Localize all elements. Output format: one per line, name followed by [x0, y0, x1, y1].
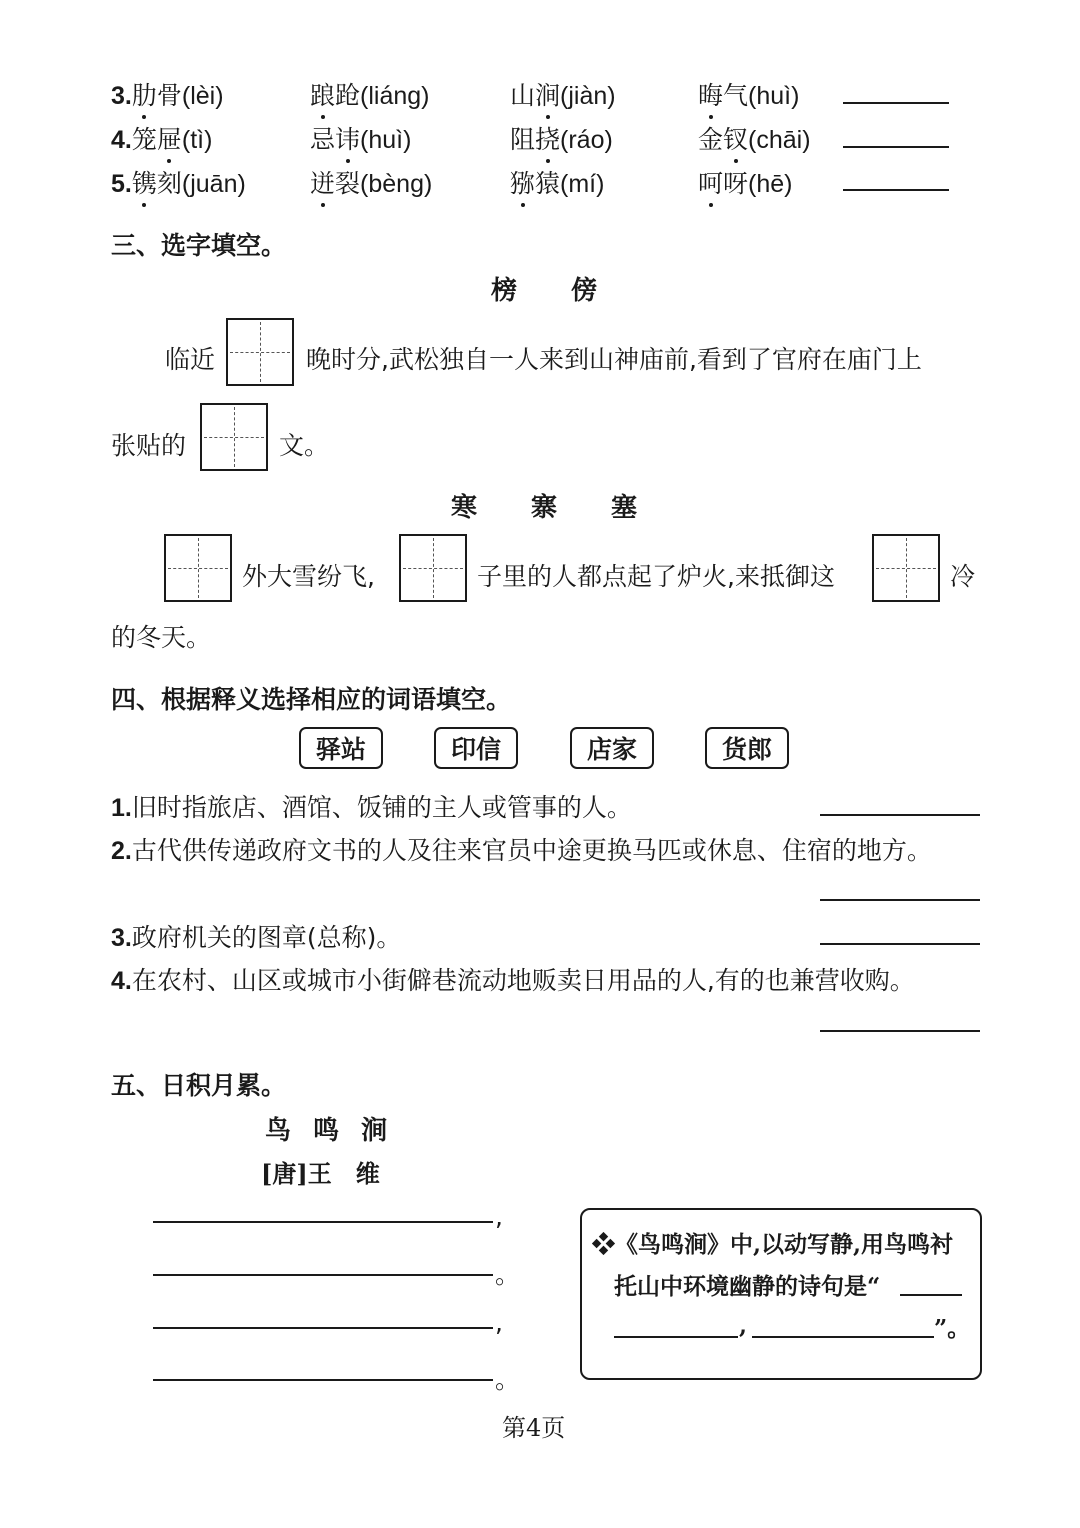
section-4-heading: 四、根据释义选择相应的词语填空。	[111, 685, 512, 714]
tip-text: 托山中环境幽静的诗句是“	[614, 1273, 881, 1300]
poem-author: [唐]王 维	[261, 1159, 380, 1188]
poem-line-blank[interactable]	[153, 1379, 493, 1381]
dotted-char: 踉	[310, 76, 335, 112]
dotted-char: 讳	[335, 120, 360, 156]
definition-item: 3.政府机关的图章(总称)。	[111, 923, 402, 952]
punctuation: 。	[495, 1260, 521, 1289]
fill-text: 文。	[279, 431, 330, 460]
page-number: 第4页	[502, 1414, 566, 1442]
choice-char: 寨	[531, 493, 558, 523]
choice-char: 傍	[571, 276, 598, 306]
pinyin-item: 忌讳(huì)	[310, 120, 411, 156]
definition-item: 4.在农村、山区或城市小街僻巷流动地贩卖日用品的人,有的也兼营收购。	[111, 966, 915, 995]
pinyin-row-3: 3.肋骨(lèi)	[111, 76, 224, 112]
char-grid-box[interactable]	[200, 403, 268, 471]
pinyin-item: 踉跄(liáng)	[310, 76, 430, 112]
section-3-heading: 三、选字填空。	[111, 231, 287, 260]
pinyin-item: 晦气(huì)	[698, 76, 799, 112]
pinyin-row-5: 5.镌刻(juān)	[111, 164, 246, 200]
pinyin-item: 迸裂(bèng)	[310, 164, 432, 200]
answer-blank[interactable]	[820, 899, 980, 901]
punctuation: ,	[739, 1312, 748, 1339]
punctuation: 。	[495, 1365, 521, 1394]
dotted-char: 镌	[132, 164, 157, 200]
section-5-heading: 五、日积月累。	[111, 1071, 287, 1100]
fill-text: 临近	[165, 345, 216, 374]
answer-blank[interactable]	[820, 814, 980, 816]
choice-char: 榜	[491, 276, 518, 306]
fill-text: 的冬天。	[111, 623, 212, 652]
pinyin-item: 金钗(chāi)	[698, 120, 811, 156]
poem-title: 鸟鸣涧	[265, 1116, 410, 1146]
dotted-char: 猕	[510, 164, 535, 200]
punctuation: ,	[495, 1202, 503, 1231]
word-option: 驿站	[299, 727, 383, 769]
answer-blank[interactable]	[752, 1336, 934, 1338]
pinyin-item: 猕猿(mí)	[510, 164, 604, 200]
choice-char: 塞	[611, 493, 638, 523]
dotted-char: 迸	[310, 164, 335, 200]
char-grid-box[interactable]	[164, 534, 232, 602]
poem-line-blank[interactable]	[153, 1327, 493, 1329]
answer-blank[interactable]	[820, 1030, 980, 1032]
dotted-char: 肋	[132, 76, 157, 112]
dotted-char: 呵	[698, 164, 723, 200]
definition-item: 2.古代供传递政府文书的人及往来官员中途更换马匹或休息、住宿的地方。	[111, 836, 932, 865]
word-option: 印信	[434, 727, 518, 769]
char-grid-box[interactable]	[399, 534, 467, 602]
fill-text: 子里的人都点起了炉火,来抵御这	[477, 562, 835, 591]
answer-blank[interactable]	[843, 146, 949, 148]
fill-text: 张贴的	[111, 431, 187, 460]
pinyin-row-4: 4.笼屉(tì)	[111, 120, 212, 156]
answer-blank[interactable]	[820, 943, 980, 945]
pinyin-item: 阻挠(ráo)	[510, 120, 613, 156]
dotted-char: 屉	[157, 120, 182, 156]
punctuation: ”。	[934, 1315, 971, 1342]
fill-text: 晚时分,武松独自一人来到山神庙前,看到了官府在庙门上	[306, 345, 922, 374]
pinyin-item: 山涧(jiàn)	[510, 76, 616, 112]
word-option: 店家	[570, 727, 654, 769]
poem-line-blank[interactable]	[153, 1221, 493, 1223]
dotted-char: 钗	[723, 120, 748, 156]
char-grid-box[interactable]	[226, 318, 294, 386]
answer-blank[interactable]	[614, 1336, 738, 1338]
word-option: 货郎	[705, 727, 789, 769]
definition-item: 1.旧时指旅店、酒馆、饭铺的主人或管事的人。	[111, 793, 632, 822]
punctuation: ,	[495, 1308, 503, 1337]
dotted-char: 晦	[698, 76, 723, 112]
poem-line-blank[interactable]	[153, 1274, 493, 1276]
dotted-char: 挠	[535, 120, 560, 156]
fill-text: 外大雪纷飞,	[242, 562, 375, 591]
char-grid-box[interactable]	[872, 534, 940, 602]
answer-blank[interactable]	[843, 189, 949, 191]
answer-blank[interactable]	[900, 1294, 962, 1296]
choice-char: 寒	[451, 493, 478, 523]
tip-text: ❖《鸟鸣涧》中,以动写静,用鸟鸣衬	[592, 1231, 954, 1258]
dotted-char: 涧	[535, 76, 560, 112]
fill-text: 冷	[950, 562, 976, 591]
answer-blank[interactable]	[843, 102, 949, 104]
pinyin-item: 呵呀(hē)	[698, 164, 793, 200]
